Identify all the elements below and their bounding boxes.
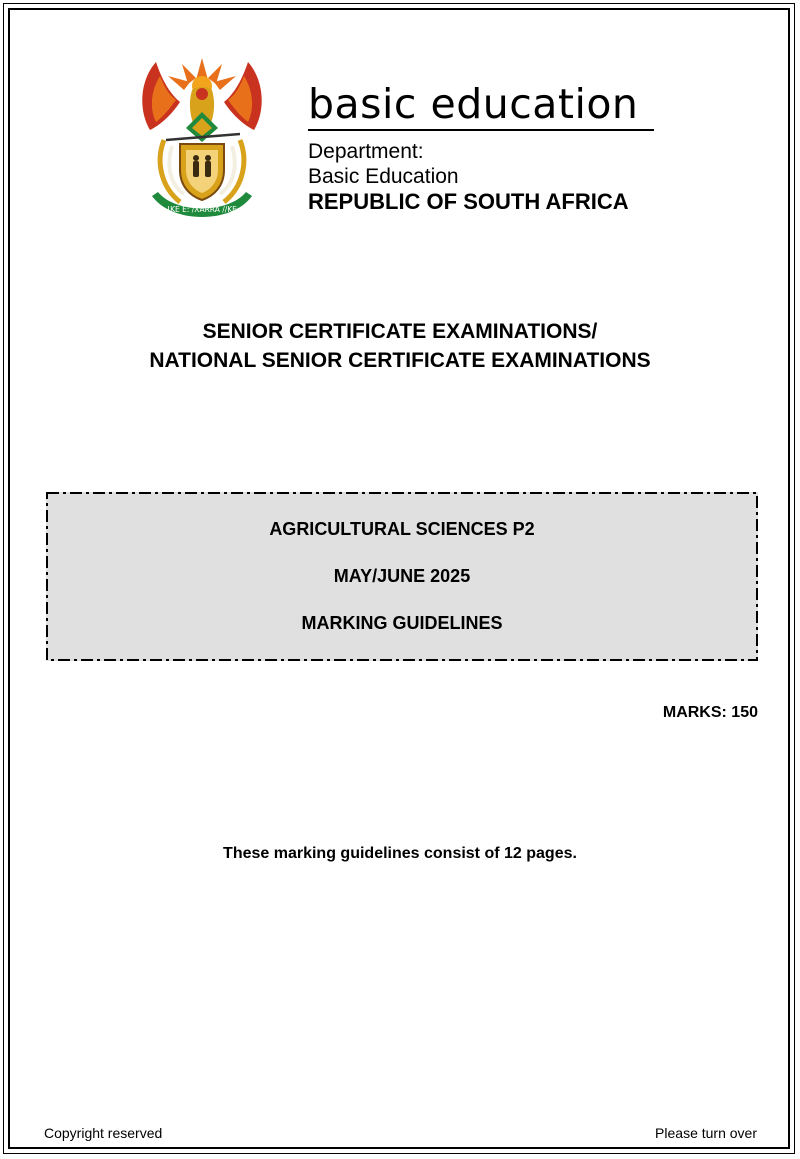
exam-title-line1: SENIOR CERTIFICATE EXAMINATIONS/ [202,320,598,343]
subject-title: AGRICULTURAL SCIENCES P2 [269,519,535,539]
exam-session: MAY/JUNE 2025 [333,566,471,586]
document-type: MARKING GUIDELINES [301,613,503,633]
footer-copyright: Copyright reserved [44,1125,163,1141]
country-name: REPUBLIC OF SOUTH AFRICA [308,189,629,214]
department-block [308,139,629,214]
total-marks: MARKS: 150 [662,704,758,721]
department-name: Basic Education [308,165,459,188]
exam-title-line2: NATIONAL SENIOR CERTIFICATE EXAMINATIONS [149,349,651,372]
page-count-note: These marking guidelines consist of 12 pages. [223,845,577,862]
exam-title [0,317,800,375]
department-label: Department: [308,140,424,163]
footer-turn-over: Please turn over [655,1125,757,1141]
coat-of-arms-logo [136,50,268,226]
brand-underline [308,129,654,131]
subject-box [46,492,758,661]
motto-text: !KE E: /XARRA //KE [167,205,237,214]
brand-wordmark: basic education [308,80,639,128]
